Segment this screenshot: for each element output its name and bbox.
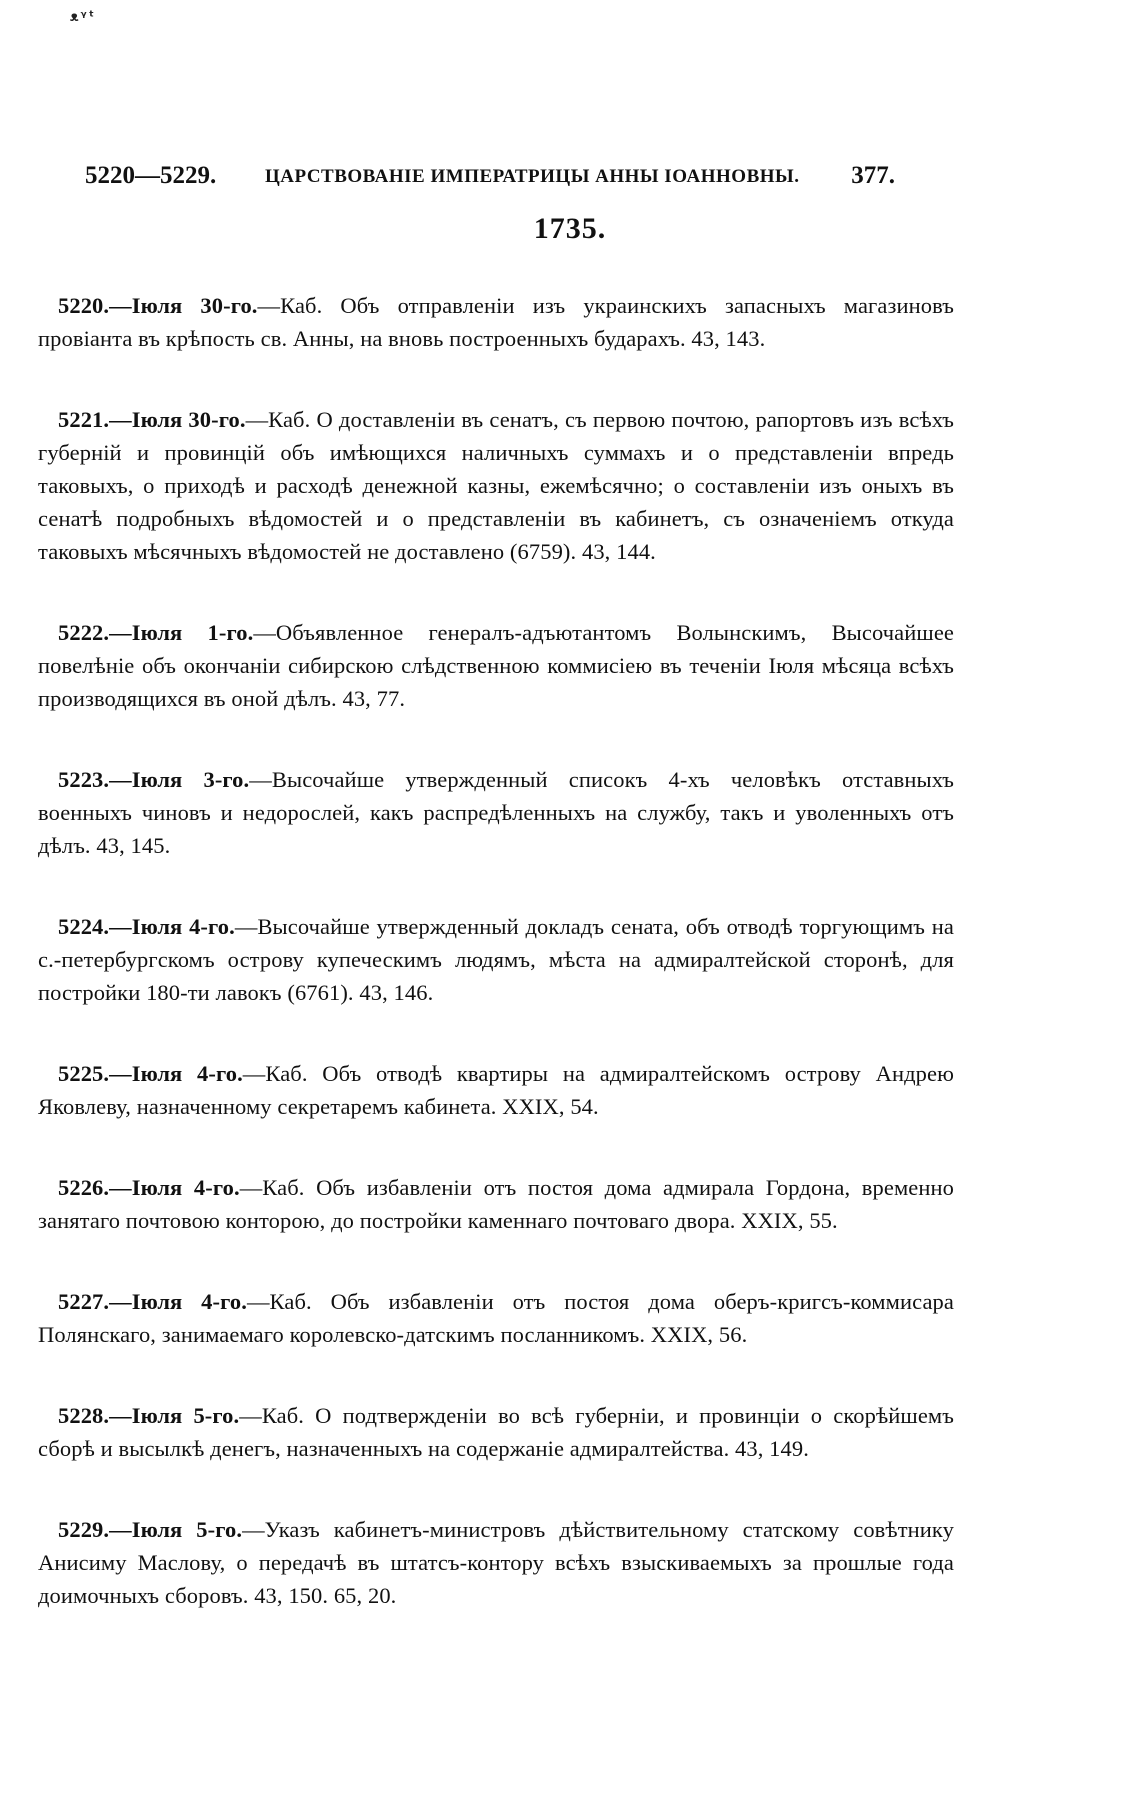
running-head [85,162,895,196]
entry-references: XXIX, 55. [741,1207,838,1233]
entry-5220 [38,289,954,355]
entry-text: —Высочайше утвержденный докладъ сената, объ отводѣ торгующимъ на с.-петербургскомъ острову купеческимъ людямъ, мѣста на адмиралтейской сторонѣ, для постройки 180-ти лавокъ (6761). [38,913,954,1005]
entry-5223 [38,763,954,862]
entry-references: 43, 145. [96,832,171,858]
entry-references: 43, 150. 65, 20. [254,1582,397,1608]
entry-number: 5225. [58,1060,110,1086]
entry-date: —Іюля 3-го. [109,766,250,792]
entry-number: 5228. [58,1402,110,1428]
entry-date: —Іюля 5-го. [109,1516,243,1542]
entry-references: 43, 146. [359,979,434,1005]
entry-date: —Іюля 30-го. [109,292,258,318]
entry-5224 [38,910,954,1009]
entry-text: —Каб. О доставленіи въ сенатъ, съ первою почтою, рапортовъ изъ всѣхъ губерній и провинцій объ имѣющихся наличныхъ суммахъ и о представленіи впредь таковыхъ, о приходѣ и расходѣ денежной казны, ежемѣсячно; о составленіи изъ оныхъ въ сенатѣ подробныхъ вѣдомостей и о представленіи въ кабинетъ, съ означеніемъ откуда таковыхъ мѣсячныхъ вѣдомостей не доставлено (6759). [38,406,954,564]
entry-date: —Іюля 1-го. [109,619,254,645]
entry-references: 43, 144. [581,538,656,564]
entry-references: XXIX, 54. [502,1093,599,1119]
entry-text: —Высочайше утвержденный списокъ 4-хъ человѣкъ отставныхъ военныхъ чиновъ и недорослей, какъ распредѣленныхъ на службу, такъ и уволенныхъ отъ дѣлъ. [38,766,954,858]
entry-5221 [38,403,954,568]
entry-text: —Каб. Объ отправленіи изъ украинскихъ запасныхъ магазиновъ провіанта въ крѣпость св. Анны, на вновь построенныхъ бударахъ. [38,292,954,351]
entry-date: —Іюля 4-го. [109,1288,247,1314]
entry-5222 [38,616,954,715]
entry-references: 43, 143. [691,325,766,351]
entry-text: —Каб. Объ избавленіи отъ постоя дома адмирала Гордона, временно занятаго почтовою конторою, до постройки каменнаго почтоваго двора. [38,1174,955,1233]
corner-print-mark: ᴥᵞᵗ [70,9,97,25]
entry-number: 5223. [58,766,110,792]
entry-number: 5220. [58,292,110,318]
entry-text: —Каб. О подтвержденіи во всѣ губерніи, и провинціи о скорѣйшемъ сборѣ и высылкѣ денегъ, назначенныхъ на содержаніе адмиралтейства. [38,1402,954,1461]
entry-text: —Каб. Объ избавленіи отъ постоя дома оберъ-кригсъ-коммисара Полянскаго, занимаемаго королевско-датскимъ посланникомъ. [38,1288,954,1347]
entry-date: —Іюля 4-го. [109,913,235,939]
entry-number: 5221. [58,406,110,432]
entry-number: 5224. [58,913,110,939]
entry-number: 5226. [58,1174,110,1200]
entry-5228 [38,1399,954,1465]
entry-number: 5222. [58,619,110,645]
entry-5227 [38,1285,954,1351]
entry-date: —Іюля 4-го. [109,1174,240,1200]
entry-references: 43, 149. [735,1435,809,1461]
entry-text: —Объявленное генералъ-адъютантомъ Волынскимъ, Высочайшее повелѣніе объ окончаніи сибирскою слѣдственною коммисіею въ теченіи Іюля мѣсяца всѣхъ производящихся въ оной дѣлъ. [38,619,954,711]
entry-references: XXIX, 56. [650,1321,748,1347]
entry-text: —Указъ кабинетъ-министровъ дѣйствительному статскому совѣтнику Анисиму Маслову, о передачѣ въ штатсъ-контору всѣхъ взыскиваемыхъ за прошлые года доимочныхъ сборовъ. [38,1516,954,1608]
entry-date: —Іюля 4-го. [109,1060,243,1086]
entry-number: 5227. [58,1288,110,1314]
entry-references: 43, 77. [342,685,406,711]
entry-range: 5220—5229. [85,162,217,189]
reign-title: ЦАРСТВОВАНІЕ ИМПЕРАТРИЦЫ АННЫ ІОАННОВНЫ. [265,166,800,187]
year-heading: 1735. [533,212,607,245]
page-number: 377. [851,162,895,189]
entry-5229 [38,1513,954,1612]
entry-5226 [38,1171,954,1237]
entry-date: —Іюля 30-го. [109,406,246,432]
entry-date: —Іюля 5-го. [109,1402,240,1428]
entries-list [38,266,954,1660]
entry-5225 [38,1057,954,1123]
entry-number: 5229. [58,1516,110,1542]
entry-text: —Каб. Объ отводѣ квартиры на адмиралтейскомъ острову Андрею Яковлеву, назначенному секретаремъ кабинета. [38,1060,954,1119]
